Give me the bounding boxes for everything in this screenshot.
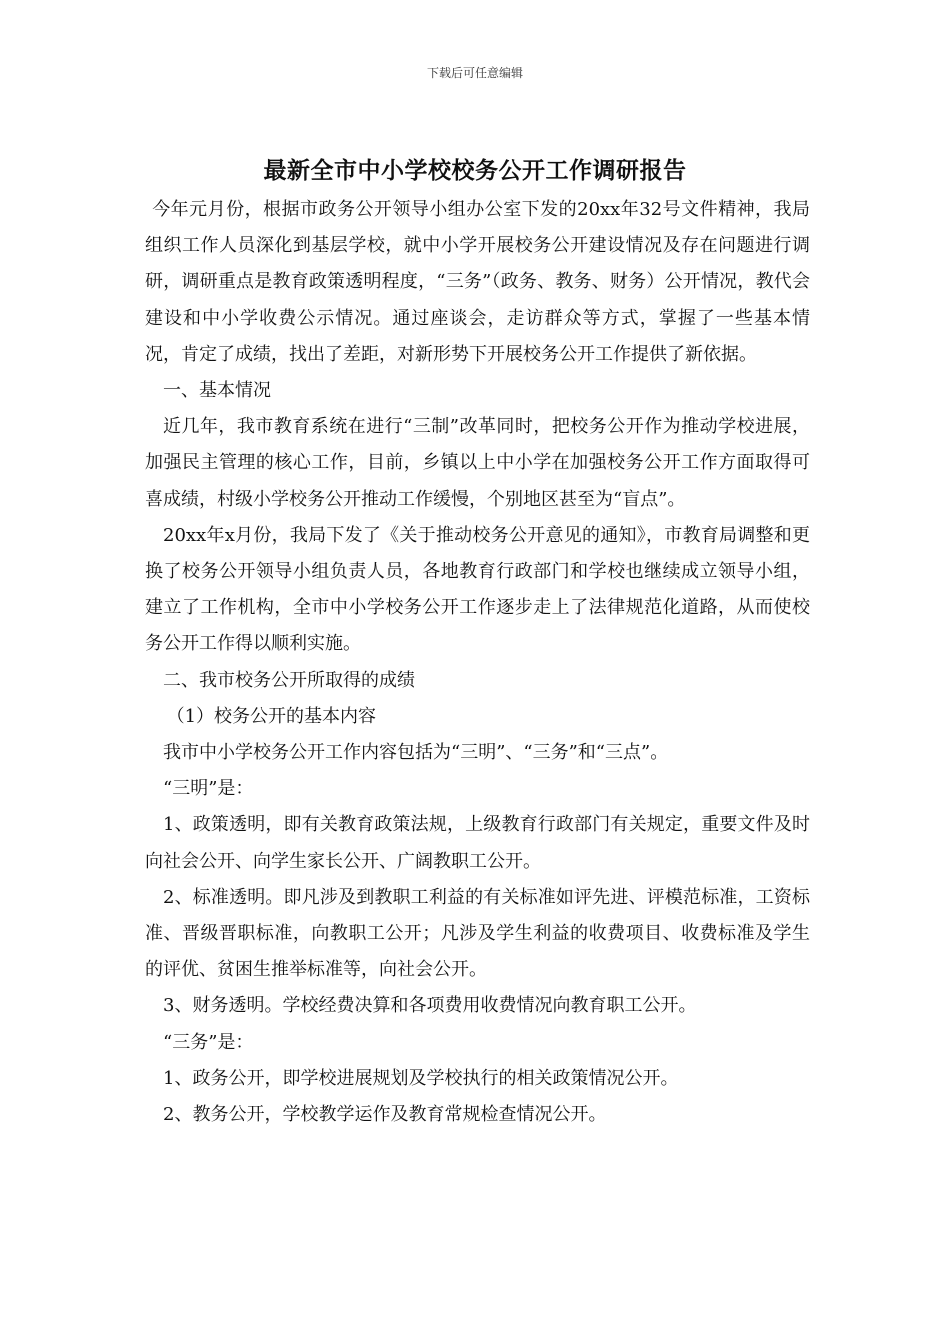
paragraph-recent-years: 近几年，我市教育系统在进行“三制”改革同时，把校务公开作为推动学校进展，加强民主管理的核心工作，目前，乡镇以上中小学在加强校务公开工作方面取得可喜成绩，村级小学校务公开推动工作缓慢，个别地区甚至为“盲点”。 [145,416,810,510]
list-item-teaching-affairs: 2、教务公开，学校教学运作及教育常规检查情况公开。 [163,1104,607,1126]
list-item-government-affairs: 1、政务公开，即学校进展规划及学校执行的相关政策情况公开。 [163,1067,679,1089]
list-heading-three-affairs: “三务”是： [163,1031,254,1053]
paragraph-content-overview: 我市中小学校务公开工作内容包括为“三明”、“三务”和“三点”。 [163,742,669,764]
document-body [145,192,810,1133]
list-item-finance-transparency: 3、财务透明。学校经费决算和各项费用收费情况向教育职工公开。 [163,995,697,1017]
page-header-note: 下载后可任意编辑 [426,66,523,80]
list-heading-three-transparencies: “三明”是： [163,778,254,800]
document-title: 最新全市中小学校校务公开工作调研报告 [263,157,687,184]
paragraph-intro: 今年元月份，根据市政务公开领导小组办公室下发的20xx年32号文件精神，我局组织工作人员深化到基层学校，就中小学开展校务公开建设情况及存在问题进行调研，调研重点是教育政策透明程度，“三务”（政务、教务、财务）公开情况，教代会建设和中小学收费公示情况。通过座谈会，走访群众等方式，掌握了一些基本情况，肯定了成绩，找出了差距，对新形势下开展校务公开工作提供了新依据。 [145,199,810,365]
section-heading-achievements: 二、我市校务公开所取得的成绩 [163,669,415,691]
subsection-heading-basic-content: （1）校务公开的基本内容 [166,705,377,727]
paragraph-notice: 20xx年x月份，我局下发了《关于推动校务公开意见的通知》，市教育局调整和更换了校务公开领导小组负责人员，各地教育行政部门和学校也继续成立领导小组，建立了工作机构，全市中小学校务公开工作逐步走上了法律规范化道路，从而使校务公开工作得以顺利实施。 [145,524,810,655]
list-item-policy-transparency: 1、政策透明，即有关教育政策法规，上级教育行政部门有关规定，重要文件及时向社会公开、向学生家长公开、广阔教职工公开。 [145,814,810,872]
section-heading-basic-situation: 一、基本情况 [163,380,271,402]
list-item-standard-transparency: 2、标准透明。即凡涉及到教职工利益的有关标准如评先进、评模范标准，工资标准、晋级晋职标准，向教职工公开；凡涉及学生利益的收费项目、收费标准及学生的评优、贫困生推举标准等，向社会公开。 [145,886,810,981]
